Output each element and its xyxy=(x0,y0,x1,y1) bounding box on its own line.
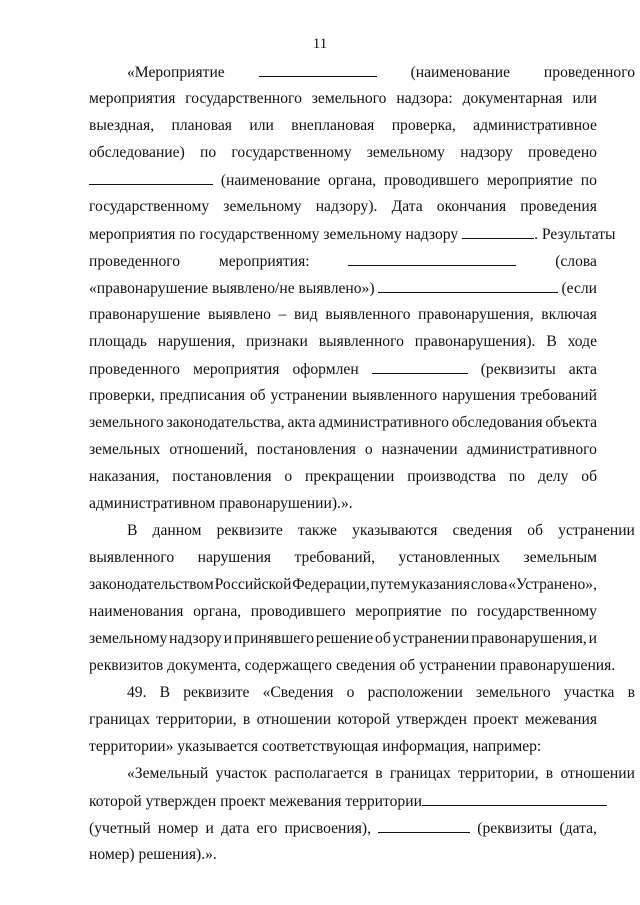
blank-decision-details xyxy=(378,818,470,833)
paragraph-1-line-11: площадь нарушения, признаки выявленного правонарушения). В ходе xyxy=(89,333,597,350)
paragraph-1-line-2: мероприятия государственного земельного надзора: документарная или xyxy=(89,90,597,107)
paragraph-1-line-16: наказания, постановления о прекращении производства по делу об xyxy=(89,468,597,485)
paragraph-1-line-8: проведенного мероприятия: (слова xyxy=(89,253,597,270)
paragraph-1-line-3: выездная, плановая или внеплановая проверка, административное xyxy=(89,117,597,134)
paragraph-1-line-5: (наименование органа, проводившего мероприятие по xyxy=(89,170,597,190)
paragraph-1-line-13: проверки, предписания об устранении выявленного нарушения требований xyxy=(89,387,597,404)
blank-territory-record xyxy=(422,791,607,806)
paragraph-2-line-6: реквизитов документа, содержащего сведения об устранении правонарушения. xyxy=(89,657,616,674)
paragraph-1-line-17: административном правонарушении).». xyxy=(89,495,353,512)
paragraph-2-line-2: выявленного нарушения требований, установленных земельным xyxy=(89,549,597,566)
paragraph-1-line-14: земельного законодательства, акта административного обследования объекта xyxy=(89,414,597,431)
paragraph-1-line-12: проведенного мероприятия оформлен (реквизиты акта xyxy=(89,361,597,378)
paragraph-4-line-2: которой утвержден проект межевания территории xyxy=(89,791,597,811)
paragraph-2-line-4: наименования органа, проводившего мероприятие по государственному xyxy=(89,603,597,620)
blank-end-date xyxy=(462,224,534,239)
paragraph-1-line-7: мероприятия по государственному земельному надзору . Результаты xyxy=(89,226,616,243)
paragraph-2-line-3: законодательством Российской Федерации, путем указания слова «Устранено», xyxy=(89,576,597,593)
blank-organ-name xyxy=(89,170,213,185)
paragraph-3-line-3: территории» указывается соответствующая информация, например: xyxy=(89,738,542,755)
paragraph-1-line-15: земельных отношений, постановления о назначении административного xyxy=(89,441,597,458)
paragraph-2-line-5: земельному надзору и принявшего решение об устранении правонарушения, и xyxy=(89,630,597,647)
paragraph-1-line-10: правонарушение выявлено – вид выявленного правонарушения, включая xyxy=(89,306,597,323)
blank-event-type xyxy=(259,62,377,77)
paragraph-4-line-4: номер) решения).». xyxy=(89,846,217,863)
blank-document-details xyxy=(372,359,468,374)
paragraph-4-line-3: (учетный номер и дата его присвоения), (реквизиты (дата, xyxy=(89,820,597,837)
paragraph-1-line-9: «правонарушение выявлено/не выявлено») (если xyxy=(89,280,597,297)
blank-results xyxy=(348,251,516,266)
paragraph-4-line-1: «Земельный участок располагается в границах территории, в отношении xyxy=(127,765,635,782)
paragraph-3-line-1: 49. В реквизите «Сведения о расположении земельного участка в xyxy=(127,684,635,701)
paragraph-2-line-1: В данном реквизите также указываются сведения об устранении xyxy=(127,522,635,539)
blank-violation-status xyxy=(378,278,558,293)
paragraph-1-line-4: обследование) по государственному земельному надзору проведено xyxy=(89,144,597,161)
paragraph-1-line-1: «Мероприятие (наименование проведенного xyxy=(127,64,635,81)
paragraph-3-line-2: границах территории, в отношении которой утвержден проект межевания xyxy=(89,711,597,728)
page-number: 11 xyxy=(312,36,328,52)
paragraph-1-line-6: государственному земельному надзору). Дата окончания проведения xyxy=(89,198,597,215)
